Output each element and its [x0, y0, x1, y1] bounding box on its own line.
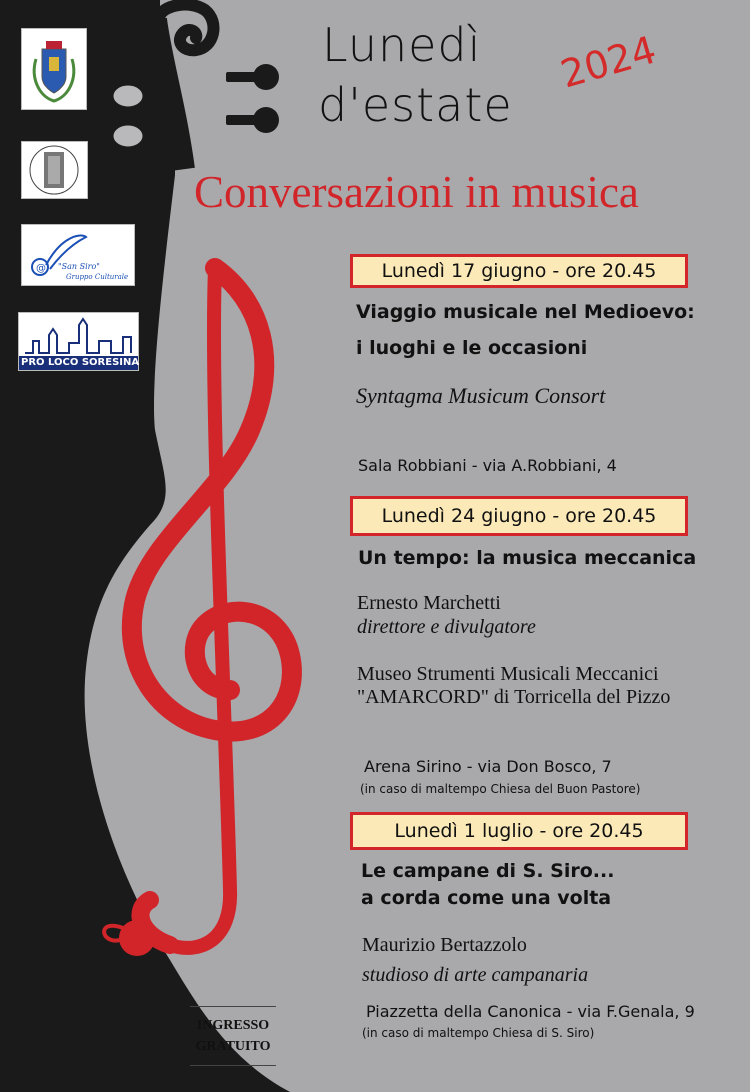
free-entry-line-2: GRATUITO: [195, 1039, 271, 1054]
event-2-title: Un tempo: la musica meccanica: [358, 547, 697, 569]
event-3-title-line-1: Le campane di S. Siro...: [361, 860, 615, 882]
pro-loco-text: PRO LOCO SORESINA: [21, 357, 140, 368]
title-line-2: d'estate: [318, 78, 513, 132]
page-subtitle: Conversazioni in musica: [194, 167, 639, 217]
event-1-title-line-2: i luoghi e le occasioni: [356, 337, 588, 359]
event-2-speaker: Ernesto Marchetti: [357, 592, 501, 614]
svg-text:Gruppo Culturale: Gruppo Culturale: [66, 273, 129, 281]
event-1-title-line-1: Viaggio musicale nel Medioevo:: [356, 301, 695, 323]
year-label: 2024: [555, 27, 661, 97]
event-2-date-box: Lunedì 24 giugno - ore 20.45: [350, 496, 688, 536]
event-2-venue-note: (in caso di maltempo Chiesa del Buon Pastore): [360, 782, 641, 796]
event-1-date-box: Lunedì 17 giugno - ore 20.45: [350, 254, 688, 288]
event-2-speaker-role: direttore e divulgatore: [357, 616, 536, 638]
event-3-venue: Piazzetta della Canonica - via F.Genala, 9: [366, 1002, 695, 1021]
event-3-speaker: Maurizio Bertazzolo: [362, 934, 527, 956]
event-1-performer: Syntagma Musicum Consort: [356, 383, 606, 408]
event-3-venue-note: (in caso di maltempo Chiesa di S. Siro): [362, 1026, 595, 1040]
city-crest-logo: [21, 28, 87, 110]
free-entry-line-1: INGRESSO: [196, 1018, 270, 1033]
association-seal-logo: [21, 141, 88, 199]
event-2-org-line-1: Museo Strumenti Musicali Meccanici: [357, 663, 659, 685]
peg-icon: [226, 64, 279, 133]
event-3-date-box: Lunedì 1 luglio - ore 20.45: [350, 812, 688, 850]
event-2-org-line-2: "AMARCORD" di Torricella del Pizzo: [357, 686, 671, 708]
title-line-1: Lunedì: [322, 18, 482, 72]
event-3-title-line-2: a corda come una volta: [361, 887, 612, 909]
event-1-venue: Sala Robbiani - via A.Robbiani, 4: [358, 456, 617, 475]
svg-text:@: @: [36, 263, 46, 274]
gruppo-culturale-san-siro-logo: [21, 224, 135, 286]
pro-loco-soresina-logo: [18, 312, 139, 371]
treble-clef-icon: [132, 268, 292, 948]
event-3-speaker-role: studioso di arte campanaria: [362, 964, 589, 986]
event-2-venue: Arena Sirino - via Don Bosco, 7: [364, 757, 612, 776]
clef-tail-dot: [119, 920, 155, 956]
free-entry-label: [190, 1006, 276, 1066]
svg-text:"San Siro": "San Siro": [58, 262, 100, 271]
